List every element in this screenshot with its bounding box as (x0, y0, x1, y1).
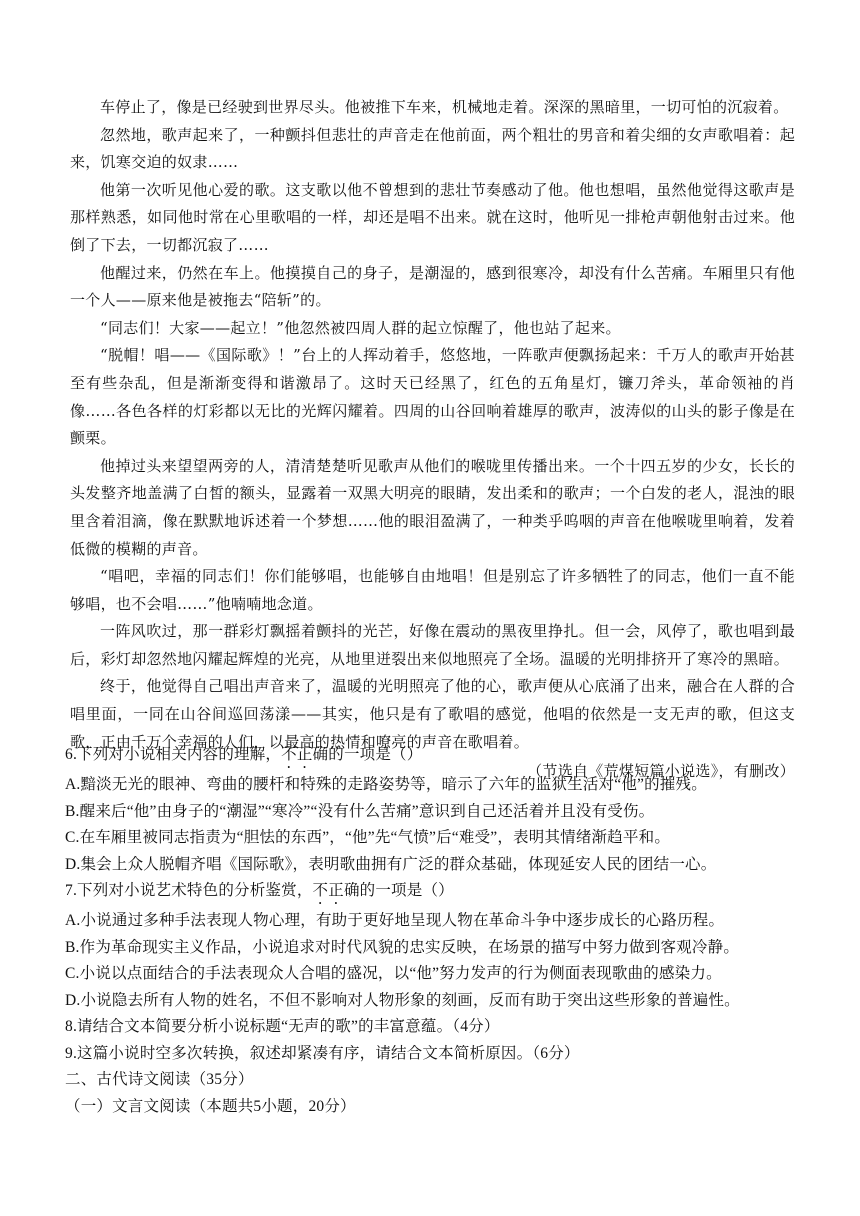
question-7-option-b: B.作为革命现实主义作品，小说追求对时代风貌的忠实反映，在场景的描写中努力做到客观冷静。 (65, 938, 740, 956)
question-7-option-c: C.小说以点面结合的手法表现众人合唱的盛况，以“他”努力发声的行为侧面表现歌曲的感染力。 (65, 965, 722, 982)
passage-paragraph-8: “唱吧，幸福的同志们！你们能够唱，也能够自由地唱！但是别忘了许多牺牲了的同志，他们一直不能够唱，也不会唱……”他喃喃地念道。 (70, 567, 795, 613)
question-9: 9.这篇小说时空多次转换，叙述却紧凑有序，请结合文本简析原因。（6分） (65, 1044, 580, 1062)
story-passage (70, 94, 795, 786)
question-6-option-d: D.集会上众人脱帽齐唱《国际歌》，表明歌曲拥有广泛的群众基础，体现延安人民的团结一心。 (65, 855, 717, 873)
question-6-stem-start: 6.下列对小说相关内容的理解， (65, 746, 282, 763)
passage-paragraph-10: 终于，他觉得自己唱出声音来了，温暖的光明照亮了他的心，歌声便从心底涌了出来，融合在人群的合唱里面，一同在山谷间巡回荡漾——其实，他只是有了歌唱的感觉，他唱的依然是一支无声的歌，但这支歌，正由千万个幸福的人们，以最高的热情和嘹亮的声音在歌唱着。 (70, 677, 795, 751)
question-7-option-d: D.小说隐去所有人物的姓名，不但不影响对人物形象的刻画，反而有助于突出这些形象的普遍性。 (65, 991, 740, 1009)
passage-paragraph-5: “同志们！大家——起立！”他忽然被四周人群的起立惊醒了，他也站了起来。 (100, 318, 621, 337)
question-7-emphasis: 不正 (312, 882, 344, 899)
question-6-stem-end: 确的一项是（） (312, 746, 423, 763)
passage-paragraph-3: 他第一次听见他心爱的歌。这支歌以他不曾想到的悲壮节奏感动了他。他也想唱，虽然他觉得这歌声是那样熟悉，如同他时常在心里歌唱的一样，却还是唱不出来。就在这时，他听见一排枪声朝他射击过来。他倒了下去，一切都沉寂了…… (70, 180, 795, 254)
question-7-stem-start: 7.下列对小说艺术特色的分析鉴赏， (65, 882, 313, 899)
passage-paragraph-2: 忽然地，歌声起来了，一种颤抖但悲壮的声音走在他前面，两个粗壮的男音和着尖细的女声歌唱着：起来，饥寒交迫的奴隶…… (70, 125, 795, 172)
passage-source-note: （节选自《荒煤短篇小说选》，有删改） (527, 762, 795, 781)
passage-paragraph-1: 车停止了，像是已经驶到世界尽头。他被推下车来，机械地走着。深深的黑暗里，一切可怕的沉寂着。 (100, 98, 789, 116)
questions-section (65, 742, 800, 1120)
question-6-option-b: B.醒来后“他”由身子的“潮湿”“寒冷”“没有什么苦痛”意识到自己还活着并且没有受伤。 (65, 802, 655, 820)
question-6-option-c: C.在车厢里被同志指责为“胆怯的东西”，“他”先“气愤”后“难受”，表明其情绪渐趋平和。 (65, 829, 671, 846)
passage-paragraph-6: “脱帽！唱——《国际歌》！”台上的人挥动着手，悠悠地，一阵歌声便飘扬起来：千万人的歌声开始甚至有些杂乱，但是渐渐变得和谐激昂了。这时天已经黑了，红色的五角星灯，镰刀斧头，革命领袖的肖像……各色各样的灯彩都以无比的光辉闪耀着。四周的山谷回响着雄厚的歌声，波涛似的山头的影子像是在颤栗。 (70, 346, 795, 448)
question-6-emphasis: 不正 (281, 746, 313, 763)
question-7-stem-end: 确的一项是（） (343, 882, 454, 899)
question-6-stem (65, 742, 800, 772)
question-7-option-a: A.小说通过多种手法表现人物心理，有助于更好地呈现人物在革命斗争中逐步成长的心路历程。 (65, 912, 725, 929)
question-8: 8.请结合文本简要分析小说标题“无声的歌”的丰富意蕴。（4分） (65, 1018, 500, 1035)
question-7-stem (65, 878, 800, 908)
passage-paragraph-9: 一阵风吹过，那一群彩灯飘摇着颤抖的光芒，好像在震动的黑夜里挣扎。但一会，风停了，歌也唱到最后，彩灯却忽然地闪耀起辉煌的光亮，从地里迸裂出来似地照亮了全场。温暖的光明排挤开了寒冷的黑暗。 (70, 622, 795, 668)
question-6-option-a: A.黯淡无光的眼神、弯曲的腰杆和特殊的走路姿势等，暗示了六年的监狱生活对“他”的摧残。 (65, 776, 707, 793)
passage-paragraph-7: 他掉过头来望望两旁的人，清清楚楚听见歌声从他们的喉咙里传播出来。一个十四五岁的少女，长长的头发整齐地盖满了白皙的额头，显露着一双黑大明亮的眼睛，发出柔和的歌声；一个白发的老人，混浊的眼里含着泪滴，像在默默地诉述着一个梦想……他的眼泪盈满了，一种类乎呜咽的声音在他喉咙里响着，发着低微的模糊的声音。 (70, 456, 795, 558)
passage-paragraph-4: 他醒过来，仍然在车上。他摸摸自己的身子，是潮湿的，感到很寒冷，却没有什么苦痛。车厢里只有他一个人——原来他是被拖去“陪斩”的。 (70, 263, 795, 310)
section-2-heading: 二、古代诗文阅读（35分） (65, 1071, 254, 1088)
section-2-subheading: （一）文言文阅读（本题共5小题，20分） (65, 1097, 356, 1115)
